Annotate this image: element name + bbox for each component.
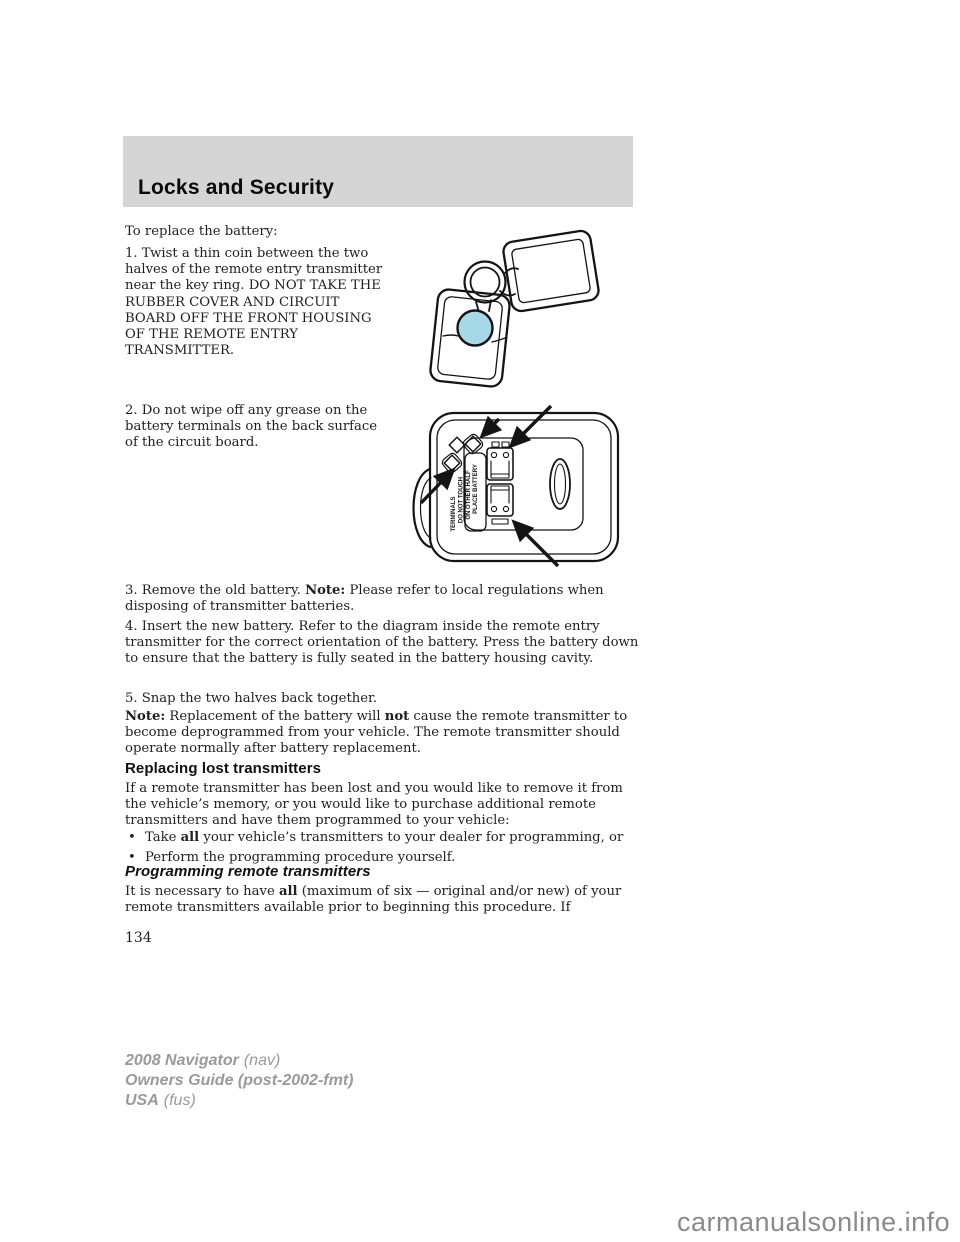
step-3-post: Please refer to local regulations when disposing of transmitter batteries.: [125, 583, 604, 615]
capsule-detail-inner: [555, 464, 566, 504]
step-3-text: [125, 583, 641, 615]
footer-line-3: [125, 1091, 353, 1111]
warning-line-2: ON OTHER HALF: [466, 470, 472, 520]
battery-clip-lower: [487, 484, 513, 524]
battery-cell: [458, 311, 493, 346]
section-title: Locks and Security: [138, 176, 335, 199]
footer-line-1: [125, 1051, 353, 1071]
step-3-note-label: Note:: [305, 583, 346, 598]
intro-text: To replace the battery:: [125, 224, 278, 239]
bullet-item-1: [125, 830, 657, 846]
step-2-text: 2. Do not wipe off any grease on the battery terminals on the back surface of the circuit board.: [125, 403, 378, 451]
arrow-top: [483, 419, 499, 435]
warning-line-3: DO NOT TOUCH: [458, 476, 465, 524]
seam-left: [443, 335, 458, 336]
bullet-icon: •: [128, 850, 136, 866]
battery-housing-illustration: [400, 403, 635, 578]
footer-model: 2008 Navigator: [125, 1052, 239, 1069]
programming-body-text: [125, 884, 641, 916]
programming-bold: all: [278, 884, 298, 899]
step-5-text: 5. Snap the two halves back together.: [125, 691, 378, 706]
keyfob-figure: [420, 220, 625, 395]
footer-line-2: Owners Guide (post-2002-fmt): [125, 1072, 354, 1089]
capsule-detail: [550, 459, 570, 509]
battery-housing-figure: [400, 403, 635, 578]
warning-line-1: PLACE BATTERY: [473, 464, 479, 514]
bullet-1-seg1: Take: [145, 830, 181, 845]
step-4-text: 4. Insert the new battery. Refer to the diagram inside the remote entry transmitter for the correct orientation of the battery. Press the battery down to ensure that the battery is fully seated in the battery housing cavity.: [125, 619, 639, 667]
step-1-text: 1. Twist a thin coin between the two halves of the remote entry transmitter near the key ring. DO NOT TAKE THE RUBBER COVER AND CIRCUIT BOARD OFF THE FRONT HOUSING OF THE REMOTE ENTRY TRANSMITTER.: [125, 246, 383, 359]
footer: [125, 1051, 353, 1111]
replacing-body-text: If a remote transmitter has been lost and you would like to remove it from the vehicle’s memory, or you would like to purchase additional remote transmitters and have them programmed to your vehicle:: [125, 781, 623, 829]
bullet-2-text: Perform the programming procedure yourself.: [145, 850, 456, 866]
battery-note-text: [125, 709, 641, 758]
arrow-top-right: [512, 406, 551, 445]
note-bold-word: not: [384, 709, 410, 724]
step-3-pre: 3. Remove the old battery.: [125, 583, 306, 598]
bullet-1-bold: all: [180, 830, 200, 845]
programming-seg1: It is necessary to have: [125, 884, 279, 899]
programming-seg2: (maximum of six — original and/or new) of your remote transmitters available prior to beginning this procedure. If: [125, 884, 622, 916]
section-header-bar: [123, 136, 633, 207]
footer-region-suffix: (fus): [163, 1092, 196, 1109]
page-number: 134: [125, 930, 152, 946]
bullet-icon: •: [128, 830, 136, 845]
key-ring-icon: [465, 262, 506, 303]
programming-remote-transmitters-heading: Programming remote transmitters: [125, 863, 371, 880]
replacing-lost-transmitters-heading: Replacing lost transmitters: [125, 760, 322, 777]
watermark-text: carmanualsonline.info: [677, 1207, 951, 1237]
callout-arrows: [421, 406, 558, 566]
footer-region: USA: [125, 1092, 159, 1109]
note-label: Note:: [125, 709, 166, 724]
note-seg1: Replacement of the battery will: [165, 709, 385, 724]
keyfob-back-half: [502, 230, 600, 313]
footer-model-suffix: (nav): [243, 1052, 281, 1069]
battery-clip-upper: [487, 442, 513, 480]
keyfob-illustration: [420, 220, 625, 395]
warning-line-4: TERMINALS: [451, 496, 457, 532]
bullet-1-seg2: your vehicle’s transmitters to your dealer for programming, or: [199, 830, 624, 845]
note-seg2: cause the remote transmitter to become deprogrammed from your vehicle. The remote transmitter should operate normally after battery replacement.: [125, 709, 628, 757]
